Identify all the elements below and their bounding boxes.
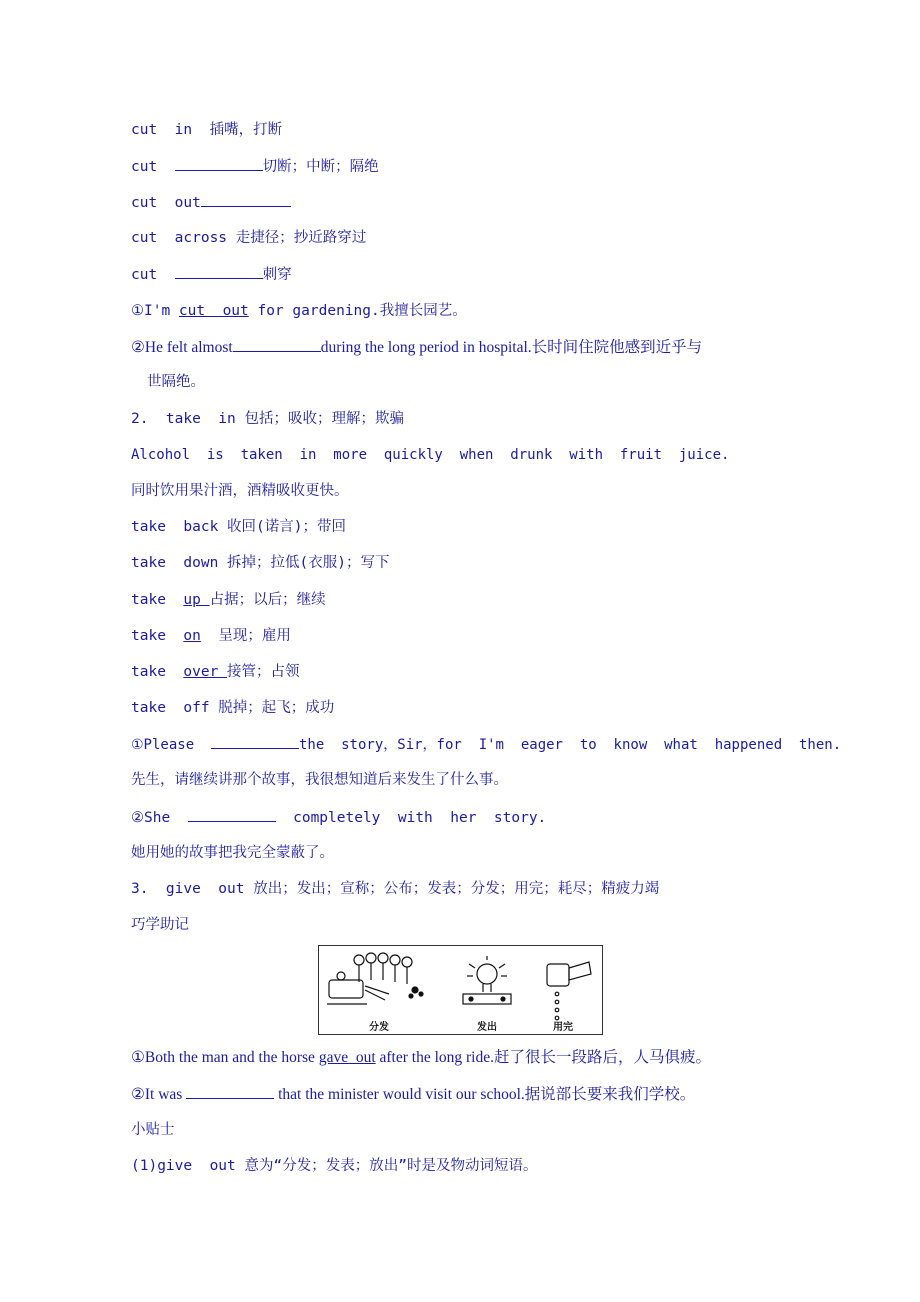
section-heading-memory-aid: 巧学助记 [131,917,189,933]
example-translation: 同时饮用果汁酒，酒精吸收更快。 [131,483,349,499]
phrase-cut-out: cut out [131,192,291,213]
example-translation: 先生，请继续讲那个故事，我很想知道后来发生了什么事。 [131,772,508,788]
answer-blank [233,337,321,352]
caption-emit: 发出 [477,1022,497,1033]
phrase-give-out: 3. give out 放出；发出；宣称；公布；发表；分发；用完；耗尽；精疲力竭 [131,881,660,897]
answer-blank [175,264,263,279]
example-sentence-continued: 世隔绝。 [147,374,205,390]
example-sentence: ①I'm cut out for gardening.我擅长园艺。 [131,303,467,319]
empty-bottle-icon [547,962,591,1020]
example-sentence: ②He felt almost during the long period in hospital.长时间住院他感到近乎与 [131,339,703,356]
answer-blank [186,1084,274,1099]
phrase-cut-across: cut across 走捷径；抄近路穿过 [131,230,367,246]
example-sentence: ②It was that the minister would visit our school.据说部长要来我们学校。 [131,1086,696,1103]
example-sentence: ②She completely with her story. [131,807,546,828]
answer-blank [211,734,299,749]
example-translation: 她用她的故事把我完全蒙蔽了。 [131,845,334,861]
example-sentence: ①Both the man and the horse gave out after the long ride.赶了很长一段路后，人马俱疲。 [131,1049,711,1066]
section-heading-tips: 小贴士 [131,1122,175,1138]
memory-aid-illustration [318,945,603,1035]
answer-blank [188,807,276,822]
example-sentence: Alcohol is taken in more quickly when drunk with fruit juice. [131,447,730,463]
phrase-cut-off: cut 切断；中断；隔绝 [131,156,379,177]
phrase-cut-in: cut in 插嘴，打断 [131,122,283,138]
people-crowd-icon [327,953,423,1004]
phrase-take-over: take over 接管；占领 [131,664,300,680]
phrase-take-off: take off 脱掉；起飞；成功 [131,700,335,716]
phrase-take-up: take up 占据；以后；继续 [131,592,326,608]
phrase-take-in: 2. take in 包括；吸收；理解；欺骗 [131,411,404,427]
answer-blank [201,192,291,207]
answer-blank [175,156,263,171]
caption-used-up: 用完 [553,1022,573,1033]
phrase-take-on: take on 呈现；雇用 [131,628,291,644]
example-sentence: ①Please the story，Sir，for I'm eager to know what happened then. [131,734,841,755]
tip-note: (1)give out 意为“分发；发表；放出”时是及物动词短语。 [131,1158,538,1174]
phrase-take-down: take down 拆掉；拉低(衣服)；写下 [131,555,390,571]
caption-distribute: 分发 [369,1022,389,1033]
phrase-cut-through: cut 刺穿 [131,264,292,285]
phrase-take-back: take back 收回(诺言)；带回 [131,519,346,535]
light-bulb-icon [463,956,511,1004]
